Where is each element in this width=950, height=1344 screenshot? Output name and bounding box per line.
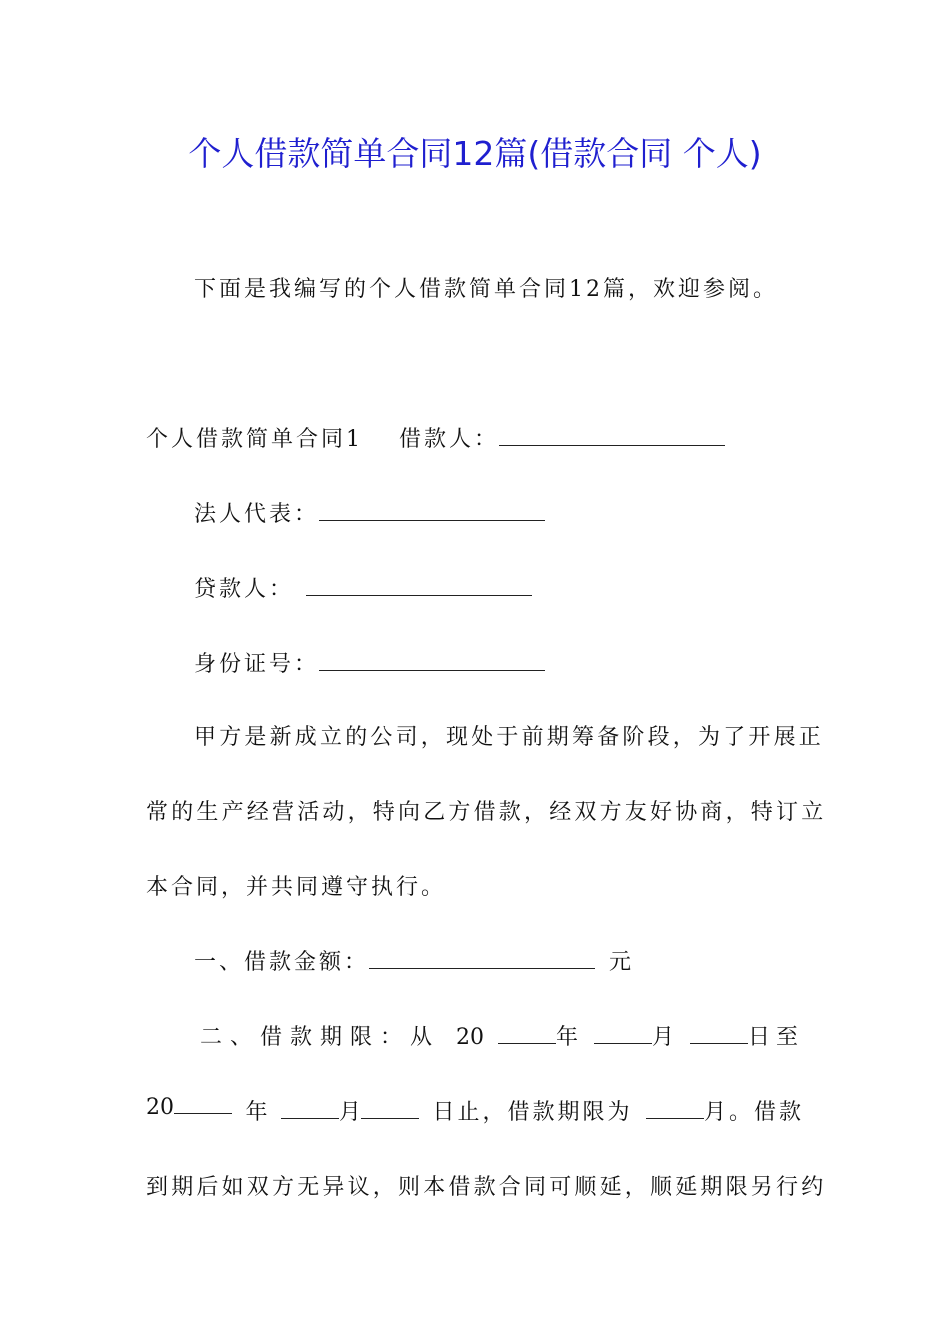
year-end-unit: 年: [245, 1100, 268, 1125]
month-end-blank: [281, 1100, 339, 1119]
para1-line3: 本合同，并共同遵守执行。: [146, 875, 447, 900]
borrower-blank: [499, 427, 725, 446]
year-start-group: 20 年: [455, 1025, 578, 1050]
month-start-group: 月: [594, 1020, 674, 1051]
id-number-row: [194, 647, 545, 678]
year-end-blank: [174, 1095, 232, 1114]
term-blank: [646, 1100, 704, 1119]
lender-blank: [306, 577, 532, 596]
year-start-blank: [498, 1025, 556, 1044]
intro-text: 下面是我编写的个人借款简单合同12篇，欢迎参阅。: [194, 277, 778, 302]
para1-line2: 常的生产经营活动，特向乙方借款，经双方友好协商，特订立: [146, 800, 827, 825]
day-start-blank: [690, 1025, 748, 1044]
legal-rep-label: 法人代表：: [194, 502, 320, 527]
clause2-prefix: 二、借款期限：从: [200, 1025, 441, 1050]
document-title: 个人借款简单合同12篇(借款合同 个人): [188, 134, 762, 173]
amount-blank: [369, 950, 595, 969]
lender-row: [194, 572, 532, 603]
clause1-row: [194, 945, 634, 976]
clause1-label: 一、借款金额：: [194, 950, 370, 975]
clause2-line1: [200, 1020, 804, 1051]
clause1-unit: 元: [609, 950, 635, 975]
para1-line1: 甲方是新成立的公司，现处于前期筹备阶段，为了开展正: [194, 725, 825, 750]
day-end-text: 日止，借款期限为: [432, 1100, 633, 1125]
month-end-group: 月: [281, 1095, 419, 1126]
day-start-group: 日至: [690, 1020, 804, 1051]
clause2-line3: 到期后如双方无异议，则本借款合同可顺延，顺延期限另行约: [146, 1175, 827, 1200]
id-number-blank: [319, 652, 545, 671]
borrower-label: 借款人：: [399, 427, 500, 452]
month-start-blank: [594, 1025, 652, 1044]
clause2-line2: [146, 1095, 804, 1126]
section-heading-row: [146, 422, 725, 453]
legal-rep-blank: [319, 502, 545, 521]
section-heading: 个人借款简单合同1: [146, 427, 363, 452]
id-number-label: 身份证号：: [194, 652, 320, 677]
term-group: 月。借款: [646, 1095, 804, 1126]
lender-label: 贷款人：: [194, 577, 295, 602]
legal-rep-row: [194, 497, 545, 528]
day-end-blank: [361, 1100, 419, 1119]
year-end-group: 20: [146, 1095, 232, 1126]
